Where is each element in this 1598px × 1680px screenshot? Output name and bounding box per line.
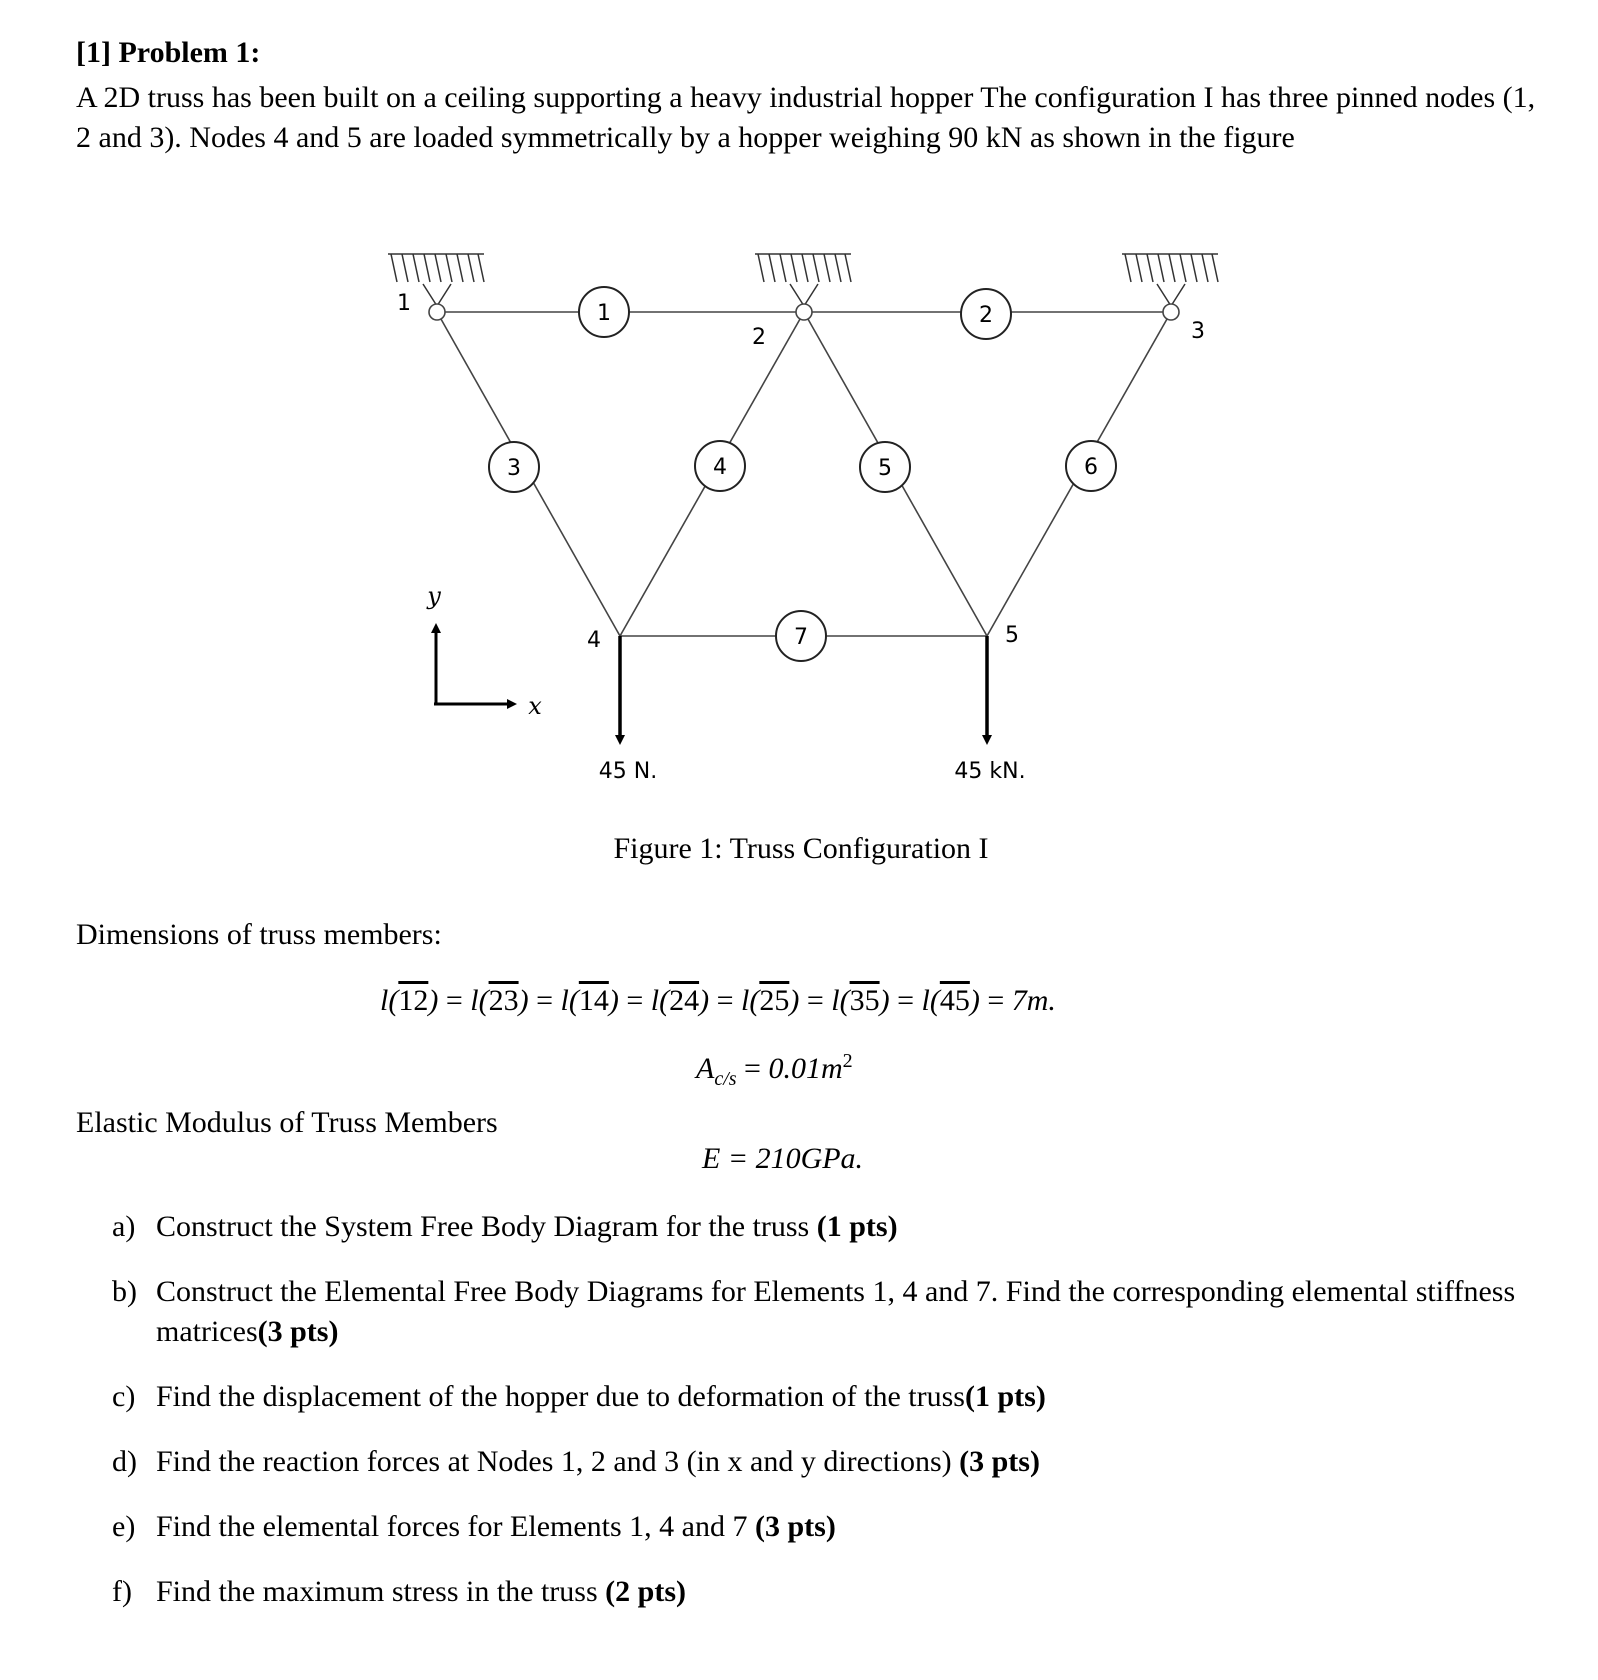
figure-caption-text: Figure 1: Truss Configuration I: [613, 832, 989, 865]
element-label-1: 1: [597, 301, 611, 326]
question-text: Find the elemental forces for Elements 1, 4 and 7: [156, 1510, 755, 1543]
element-badge-2: [961, 289, 1011, 339]
problem-intro: A 2D truss has been built on a ceiling supporting a heavy industrial hopper The configuration I has three pinned nodes (1, 2 and 3). Nodes 4 and 5 are loaded symmetrically by a hopper weighing 90 kN as shown in the figure: [76, 81, 1536, 154]
element-label-6: 6: [1084, 455, 1098, 480]
element-badge-7: [776, 611, 826, 661]
length-func: l(: [470, 984, 489, 1017]
length-func: l(: [831, 984, 850, 1017]
area-equation: $A_{c/s} = 0.01m^2$: [696, 1050, 853, 1090]
question-text: Construct the System Free Body Diagram for the truss: [156, 1210, 817, 1243]
length-func: l(: [560, 984, 579, 1017]
area-rhs: 0.01m: [768, 1052, 843, 1085]
question-points: (3 pts): [257, 1315, 339, 1348]
question-b: [112, 1272, 1552, 1352]
node-label-2: 2: [752, 325, 766, 350]
element-label-5: 5: [878, 456, 892, 481]
equals-sign: =: [709, 984, 741, 1017]
length-func-close: ): [789, 984, 800, 1017]
elastic-heading: Elastic Modulus of Truss Members: [76, 1106, 498, 1139]
question-text: Find the reaction forces at Nodes 1, 2 and 3 (in x and y directions): [156, 1445, 960, 1478]
truss-figure: [0, 230, 1598, 870]
question-letter: b): [112, 1275, 137, 1308]
length-value: 7m.: [1011, 984, 1056, 1017]
node-label-5: 5: [1005, 623, 1019, 648]
pin-node-1: [429, 304, 445, 320]
equals-sign: =: [799, 984, 832, 1017]
pin-node-2: [796, 304, 812, 320]
question-points: (1 pts): [964, 1380, 1046, 1413]
length-func-close: ): [518, 984, 529, 1017]
question-points: (2 pts): [605, 1575, 686, 1608]
length-func: l(: [921, 984, 940, 1017]
length-func-close: ): [699, 984, 710, 1017]
member-id: 23: [488, 984, 519, 1017]
truss-diagram: [0, 230, 1598, 870]
element-badge-1: [579, 287, 629, 337]
question-letter: d): [112, 1445, 137, 1478]
problem-title: [1] Problem 1:: [76, 36, 261, 69]
dimensions-heading: Dimensions of truss members:: [76, 918, 442, 951]
equals-sign: =: [618, 984, 651, 1017]
area-exponent: 2: [842, 1050, 853, 1072]
load-label-left: 45 N.: [598, 759, 658, 784]
question-points: (1 pts): [816, 1210, 898, 1243]
question-c: [112, 1377, 1552, 1417]
member-id: 12: [398, 984, 429, 1017]
area-lhs: A: [696, 1052, 715, 1085]
length-func-close: ): [428, 984, 439, 1017]
element-label-4: 4: [713, 455, 727, 480]
equals-sign: =: [979, 984, 1012, 1017]
elastic-equation: E = 210GPa.: [702, 1142, 864, 1175]
member-id: 25: [759, 984, 790, 1017]
member-id: 45: [939, 984, 970, 1017]
length-func: l(: [741, 984, 760, 1017]
question-points: (3 pts): [755, 1510, 836, 1543]
node-label-4: 4: [587, 628, 601, 653]
question-text: Find the displacement of the hopper due to deformation of the truss: [156, 1380, 965, 1413]
question-letter: f): [112, 1575, 132, 1608]
question-e: [112, 1507, 1552, 1547]
element-badge-4: [695, 441, 745, 491]
question-d: [112, 1442, 1552, 1482]
question-text: Find the maximum stress in the truss: [156, 1575, 606, 1608]
question-letter: e): [112, 1510, 136, 1543]
length-func: l(: [650, 984, 670, 1017]
pin-node-3: [1163, 304, 1179, 320]
element-badge-5: [860, 442, 910, 492]
length-func-close: ): [608, 984, 619, 1017]
length-equation: [380, 984, 1056, 1018]
member-id: 14: [578, 984, 609, 1017]
question-text: Construct the Elemental Free Body Diagrams for Elements 1, 4 and 7. Find the corresponding elemental stiffness matrices: [156, 1275, 1516, 1348]
question-f: [112, 1572, 1552, 1612]
ceiling-support-3: [1122, 254, 1218, 306]
question-list: [112, 1207, 1552, 1637]
length-func: l(: [380, 984, 399, 1017]
element-badge-3: [489, 442, 539, 492]
y-axis-label: y: [427, 582, 441, 610]
member-id: 24: [669, 984, 700, 1017]
x-axis-label: x: [528, 692, 542, 720]
question-letter: a): [112, 1210, 136, 1243]
element-badge-6: [1066, 441, 1116, 491]
equals-sign: =: [889, 984, 922, 1017]
ceiling-support-2: [755, 254, 851, 306]
length-func-close: ): [969, 984, 980, 1017]
member-id: 35: [849, 984, 880, 1017]
question-letter: c): [112, 1380, 136, 1413]
node-label-1: 1: [397, 291, 411, 316]
axes-indicator: [426, 582, 542, 720]
equals-sign: =: [528, 984, 561, 1017]
element-label-3: 3: [507, 456, 521, 481]
area-subscript: c/s: [714, 1068, 737, 1090]
element-label-7: 7: [794, 625, 808, 650]
length-func-close: ): [879, 984, 890, 1017]
equals-sign: =: [438, 984, 471, 1017]
figure-caption: [0, 832, 1598, 866]
question-points: (3 pts): [959, 1445, 1040, 1478]
node-label-3: 3: [1191, 319, 1205, 344]
load-label-right: 45 kN.: [954, 759, 1026, 784]
element-label-2: 2: [979, 303, 993, 328]
question-a: [112, 1207, 1552, 1247]
